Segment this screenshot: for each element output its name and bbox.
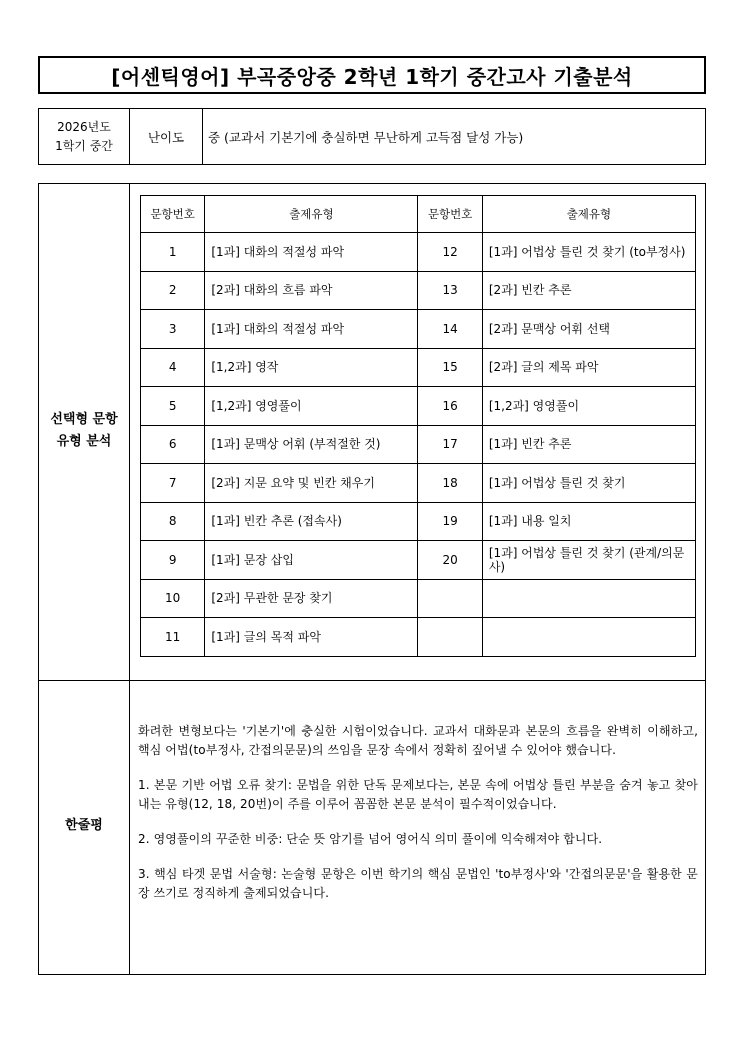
question-type-cell: [1과] 빈칸 추론 <box>482 425 695 464</box>
table-row <box>141 271 696 310</box>
review-section-label <box>39 815 129 837</box>
question-number-cell: 6 <box>141 425 205 464</box>
table-row <box>141 233 696 272</box>
section-label-column <box>39 184 130 974</box>
table-row <box>141 579 696 618</box>
table-row <box>141 464 696 503</box>
question-number-cell: 10 <box>141 579 205 618</box>
review-paragraph: 3. 핵심 타겟 문법 서술형: 논술형 문항은 이번 학기의 핵심 문법인 'to부정사'와 '간접의문문'을 활용한 문장 쓰기로 정직하게 출제되었습니다. <box>138 867 698 900</box>
analysis-section-label <box>39 409 129 453</box>
question-number-cell <box>418 618 482 657</box>
question-type-cell: [2과] 무관한 문장 찾기 <box>205 579 418 618</box>
table-row <box>141 618 696 657</box>
question-number-cell: 15 <box>418 348 482 387</box>
section-divider <box>39 680 705 681</box>
question-type-cell: [2과] 빈칸 추론 <box>482 271 695 310</box>
question-number-cell: 5 <box>141 387 205 426</box>
table-row <box>141 502 696 541</box>
difficulty-label-cell <box>130 109 203 164</box>
question-number-cell: 3 <box>141 310 205 349</box>
question-type-cell: [1,2과] 영영풀이 <box>205 387 418 426</box>
question-number-cell: 12 <box>418 233 482 272</box>
question-type-table <box>140 195 696 657</box>
header-question-number: 문항번호 <box>418 196 482 233</box>
exam-year: 2026년도 <box>57 119 111 134</box>
question-number-cell: 16 <box>418 387 482 426</box>
table-row <box>141 541 696 580</box>
question-type-cell <box>482 579 695 618</box>
review-paragraph: 2. 영영풀이의 꾸준한 비중: 단순 뜻 암기를 넘어 영어식 의미 풀이에 익숙해져야 합니다. <box>138 832 603 846</box>
question-type-cell <box>482 618 695 657</box>
question-type-cell: [1과] 빈칸 추론 (접속사) <box>205 502 418 541</box>
question-number-cell: 7 <box>141 464 205 503</box>
question-type-cell: [1과] 어법상 틀린 것 찾기 <box>482 464 695 503</box>
review-paragraph: 1. 본문 기반 어법 오류 찾기: 문법을 위한 단독 문제보다는, 본문 속에 어법상 틀린 부분을 숨겨 놓고 찾아내는 유형(12, 18, 20번)이 주를 이루어 꼼꼼한 본문 분석이 필수적이었습니다. <box>138 778 698 811</box>
question-type-cell: [1과] 문맥상 어휘 (부적절한 것) <box>205 425 418 464</box>
header-question-number: 문항번호 <box>141 196 205 233</box>
question-type-cell: [2과] 글의 제목 파악 <box>482 348 695 387</box>
table-row <box>141 387 696 426</box>
review-label: 한줄평 <box>65 818 103 833</box>
question-type-cell: [1과] 대화의 적절성 파악 <box>205 310 418 349</box>
table-header-row <box>141 196 696 233</box>
question-type-cell: [1과] 어법상 틀린 것 찾기 (관계/의문사) <box>482 541 695 580</box>
question-number-cell: 20 <box>418 541 482 580</box>
table-row <box>141 310 696 349</box>
question-type-cell: [1,2과] 영작 <box>205 348 418 387</box>
page-title: [어센틱영어] 부곡중앙중 2학년 1학기 중간고사 기출분석 <box>111 64 633 89</box>
analysis-label-line2: 유형 분석 <box>56 434 112 449</box>
review-paragraph: 화려한 변형보다는 '기본기'에 충실한 시험이었습니다. 교과서 대화문과 본문의 흐름을 완벽히 이해하고, 핵심 어법(to부정사, 간접의문문)의 쓰임을 문장 속에서 정확히 짚어낼 수 있어야 했습니다. <box>138 724 698 757</box>
difficulty-label: 난이도 <box>147 129 185 145</box>
question-number-cell: 17 <box>418 425 482 464</box>
question-type-cell: [1과] 글의 목적 파악 <box>205 618 418 657</box>
header-question-type: 출제유형 <box>482 196 695 233</box>
analysis-box <box>38 183 706 975</box>
question-type-cell: [1과] 어법상 틀린 것 찾기 (to부정사) <box>482 233 695 272</box>
question-type-cell: [1,2과] 영영풀이 <box>482 387 695 426</box>
exam-info-box <box>38 108 706 165</box>
question-number-cell: 9 <box>141 541 205 580</box>
title-box <box>38 56 706 94</box>
exam-period-cell <box>39 109 130 164</box>
analysis-label-line1: 선택형 문항 <box>50 412 118 427</box>
question-number-cell: 4 <box>141 348 205 387</box>
question-number-cell: 8 <box>141 502 205 541</box>
question-number-cell: 2 <box>141 271 205 310</box>
question-type-cell: [2과] 대화의 흐름 파악 <box>205 271 418 310</box>
question-number-cell: 1 <box>141 233 205 272</box>
difficulty-value: 중 (교과서 기본기에 충실하면 무난하게 고득점 달성 가능) <box>208 129 524 145</box>
table-row <box>141 425 696 464</box>
question-type-cell: [1과] 대화의 적절성 파악 <box>205 233 418 272</box>
question-number-cell: 14 <box>418 310 482 349</box>
review-text <box>138 722 698 919</box>
question-number-cell: 19 <box>418 502 482 541</box>
question-number-cell: 18 <box>418 464 482 503</box>
question-type-cell: [2과] 문맥상 어휘 선택 <box>482 310 695 349</box>
difficulty-value-cell <box>203 109 705 164</box>
question-type-cell: [2과] 지문 요약 및 빈칸 채우기 <box>205 464 418 503</box>
question-type-cell: [1과] 내용 일치 <box>482 502 695 541</box>
question-number-cell <box>418 579 482 618</box>
question-number-cell: 11 <box>141 618 205 657</box>
question-number-cell: 13 <box>418 271 482 310</box>
header-question-type: 출제유형 <box>205 196 418 233</box>
exam-term: 1학기 중간 <box>55 138 113 153</box>
table-row <box>141 348 696 387</box>
question-type-cell: [1과] 문장 삽입 <box>205 541 418 580</box>
